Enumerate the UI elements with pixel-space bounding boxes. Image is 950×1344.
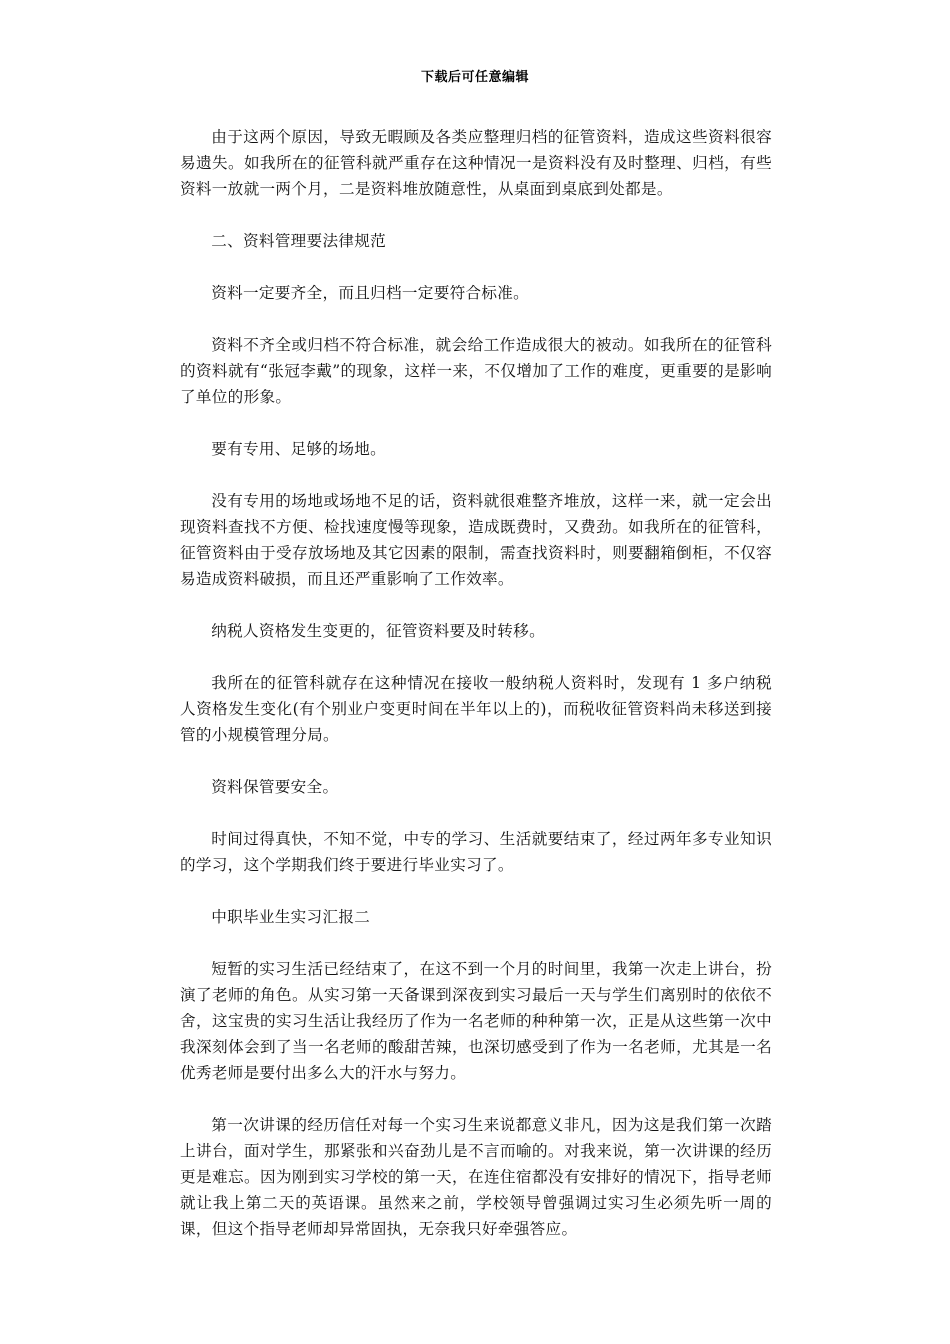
paragraph-space-shortage: 没有专用的场地或场地不足的话，资料就很难整齐堆放，这样一来，就一定会出现资料查找不方便、检找速度慢等现象，造成既费时，又费劲。如我所在的征管科，征管资料由于受存放场地及其它因素的限制，需查找资料时，则要翻箱倒柜，不仅容易造成资料破损，而且还严重影响了工作效率。 <box>180 492 772 588</box>
paragraph-archive-loss: 由于这两个原因，导致无暇顾及各类应整理归档的征管资料，造成这些资料很容易遗失。如我所在的征管科就严重存在这种情况一是资料没有及时整理、归档，有些资料一放就一两个月，二是资料堆放随意性，从桌面到桌底到处都是。 <box>180 128 772 198</box>
paragraph-safe-storage: 资料保管要安全。 <box>211 778 339 796</box>
document-body <box>180 124 772 1268</box>
page-header: 下载后可任意编辑 <box>420 70 529 85</box>
paragraph-complete-archive: 资料一定要齐全，而且归档一定要符合标准。 <box>211 284 530 302</box>
paragraph-incomplete-archive: 资料不齐全或归档不符合标准，就会给工作造成很大的被动。如我所在的征管科的资料就有“张冠李戴”的现象，这样一来，不仅增加了工作的难度，更重要的是影响了单位的形象。 <box>180 336 772 406</box>
paragraph-teaching-experience: 短暂的实习生活已经结束了，在这不到一个月的时间里，我第一次走上讲台，扮演了老师的角色。从实习第一天备课到深夜到实习最后一天与学生们离别时的依依不舍，这宝贵的实习生活让我经历了作为一名老师的种种第一次，正是从这些第一次中我深刻体会到了当一名老师的酸甜苦辣，也深切感受到了作为一名老师，尤其是一名优秀老师是要付出多么大的汗水与努力。 <box>180 960 772 1082</box>
paragraph-taxpayer-change: 纳税人资格发生变更的，征管资料要及时转移。 <box>211 622 545 640</box>
paragraph-dedicated-space: 要有专用、足够的场地。 <box>211 440 387 458</box>
paragraph-first-lecture: 第一次讲课的经历信任对每一个实习生来说都意义非凡，因为这是我们第一次踏上讲台，面对学生，那紧张和兴奋劲儿是不言而喻的。对我来说，第一次讲课的经历更是难忘。因为刚到实习学校的第一天，在连住宿都没有安排好的情况下，指导老师就让我上第二天的英语课。虽然来之前，学校领导曾强调过实习生必须先听一周的课，但这个指导老师却异常固执，无奈我只好牵强答应。 <box>180 1116 772 1238</box>
section-heading-legal-standard: 二、资料管理要法律规范 <box>211 232 387 250</box>
paragraph-transfer-case: 我所在的征管科就存在这种情况在接收一般纳税人资料时，发现有 1 多户纳税人资格发生变化(有个别业户变更时间在半年以上的)，而税收征管资料尚未移送到接管的小规模管理分局。 <box>180 674 772 744</box>
section-heading-report-two: 中职毕业生实习汇报二 <box>211 908 371 926</box>
paragraph-internship-intro: 时间过得真快，不知不觉，中专的学习、生活就要结束了，经过两年多专业知识的学习，这个学期我们终于要进行毕业实习了。 <box>180 830 772 874</box>
